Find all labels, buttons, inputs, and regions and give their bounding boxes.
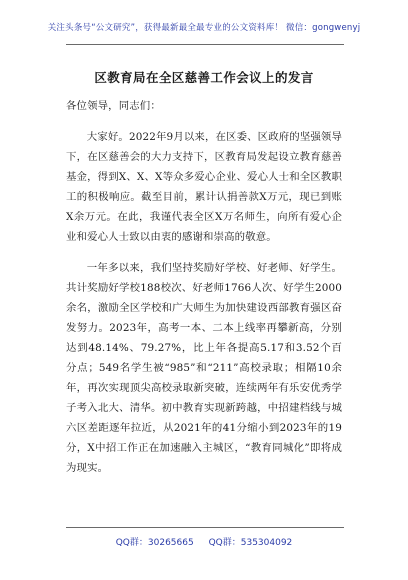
footer-qq-group-1: QQ群：30265665: [115, 538, 194, 548]
header-divider: [66, 44, 344, 45]
document-body: [66, 96, 342, 489]
footer-qq-group-2: QQ群：535304092: [208, 538, 293, 548]
footer: [0, 535, 408, 548]
document-title: 区教育局在全区慈善工作会议上的发言: [94, 70, 314, 85]
paragraph-2: 一年多以来，我们坚持奖励好学校、好老师、好学生。共计奖励好学校188校次、好老师1766人次、好学生2000余名，激励全区学校和广大师生为加快建设西部教育强区奋发努力。2023年，高考一本、二本上线率再攀新高，分别达到48.14%、79.27%，比上年各提高5.17和3.52个百分点；549名学生被“985”和“211”高校录取；相隔10余年，再次实现顶尖高校录取新突破，连续两年有乐安优秀学子考入北大、清华。初中教育实现新跨越，中招建档线与城六区差距逐年拉近，从2021年的41分缩小到2023年的19分，X中招工作正在加速融入主城区，“教育同城化”即将成为现实。: [66, 262, 342, 474]
header-note: 关注头条号“公文研究”，获得最新最全最专业的公文资料库！ 微信：gongwenyj: [47, 23, 361, 33]
footer-divider: [66, 527, 344, 528]
paragraph-1: 大家好。2022年9月以来，在区委、区政府的坚强领导下，在区慈善会的大力支持下，区教育局发起设立教育慈善基金，得到X、X、X等众多爱心企业、爱心人士和全区教职工的积极响应。截至目前，累计认捐善款X万元，现已到账X余万元。在此，我谨代表全区X万名师生，向所有爱心企业和爱心人士致以由衷的感谢和崇高的敬意。: [66, 131, 342, 243]
salutation: 各位领导，同志们：: [66, 100, 161, 112]
